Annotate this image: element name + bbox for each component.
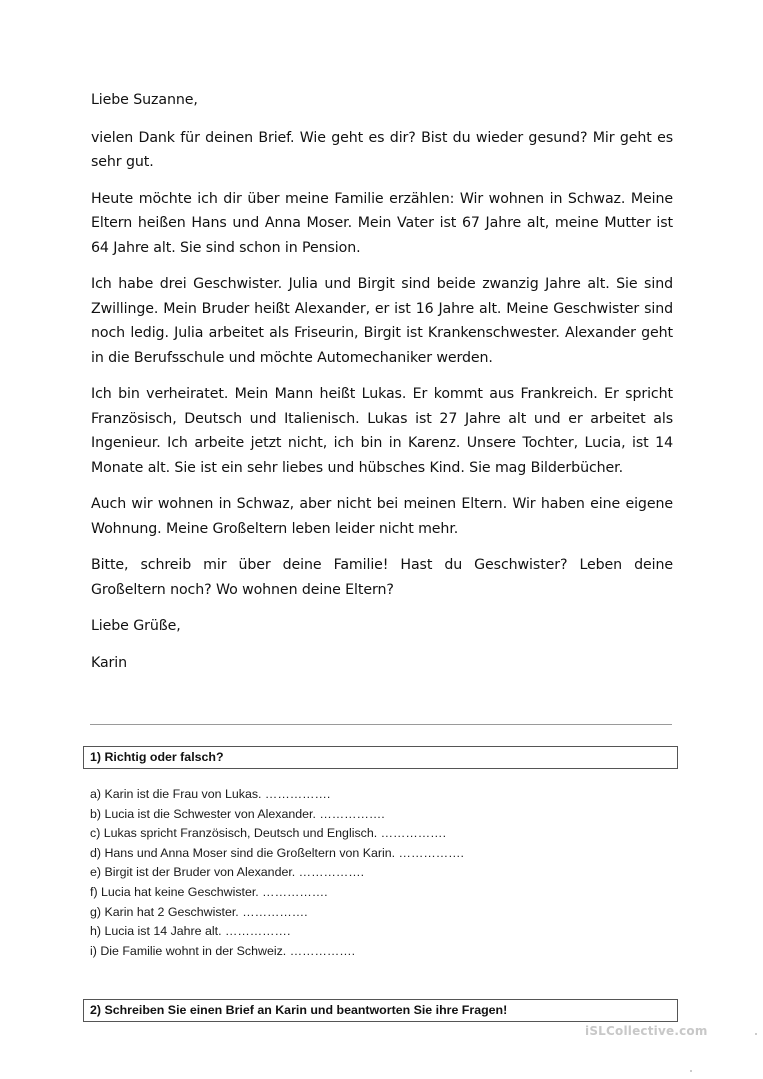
- letter-closing: Liebe Grüße,: [91, 618, 181, 634]
- scan-speck: [755, 1033, 757, 1035]
- question-item: f) Lucia hat keine Geschwister. …………….: [90, 884, 328, 899]
- true-false-list: [90, 785, 464, 961]
- letter-signature: Karin: [91, 654, 128, 671]
- task1-heading-box: [83, 746, 678, 769]
- letter-paragraph: Heute möchte ich dir über meine Familie erzählen: Wir wohnen in Schwaz. Meine Eltern heißen Hans und Anna Moser. Mein Vater ist 67 Jahre alt, meine Mutter ist 64 Jahre alt. Sie sind schon in Pension.: [91, 190, 673, 256]
- question-item: i) Die Familie wohnt in der Schweiz. …………….: [90, 943, 356, 958]
- question-item: d) Hans und Anna Moser sind die Großeltern von Karin. …………….: [90, 845, 464, 860]
- task1-title: 1) Richtig oder falsch?: [90, 750, 224, 764]
- question-item: b) Lucia ist die Schwester von Alexander. …………….: [90, 806, 385, 821]
- question-item: e) Birgit ist der Bruder von Alexander. …………….: [90, 865, 365, 880]
- task2-title: 2) Schreiben Sie einen Brief an Karin und beantworten Sie ihre Fragen!: [90, 1003, 508, 1017]
- letter-paragraph: vielen Dank für deinen Brief. Wie geht es dir? Bist du wieder gesund? Mir geht es sehr gut.: [91, 129, 673, 170]
- question-item: c) Lukas spricht Französisch, Deutsch und Englisch. …………….: [90, 826, 447, 841]
- scan-speck: [690, 1070, 692, 1072]
- question-item: g) Karin hat 2 Geschwister. …………….: [90, 904, 308, 919]
- question-item: a) Karin ist die Frau von Lukas. …………….: [90, 787, 331, 801]
- section-divider: [90, 724, 672, 725]
- letter-greeting: Liebe Suzanne,: [91, 92, 198, 108]
- letter: [91, 88, 673, 687]
- watermark: iSLCollective.com: [585, 1024, 708, 1038]
- task2-heading-box: [83, 999, 678, 1022]
- letter-paragraph: Bitte, schreib mir über deine Familie! Hast du Geschwister? Leben deine Großeltern noch? Wo wohnen deine Eltern?: [91, 557, 673, 598]
- letter-paragraph: Ich bin verheiratet. Mein Mann heißt Lukas. Er kommt aus Frankreich. Er spricht Französisch, Deutsch und Italienisch. Lukas ist 27 Jahre alt und er arbeitet als Ingenieur. Ich arbeite jetzt nicht, ich bin in Karenz. Unsere Tochter, Lucia, ist 14 Monate alt. Sie ist ein sehr liebes und hübsches Kind. Sie mag Bilderbücher.: [91, 386, 673, 476]
- question-item: h) Lucia ist 14 Jahre alt. …………….: [90, 924, 291, 939]
- letter-paragraph: Ich habe drei Geschwister. Julia und Birgit sind beide zwanzig Jahre alt. Sie sind Zwillinge. Mein Bruder heißt Alexander, er ist 16 Jahre alt. Meine Geschwister sind noch ledig. Julia arbeitet als Friseurin, Birgit ist Krankenschwester. Alexander geht in die Berufsschule und möchte Automechaniker werden.: [91, 276, 673, 366]
- letter-paragraph: Auch wir wohnen in Schwaz, aber nicht bei meinen Eltern. Wir haben eine eigene Wohnung. Meine Großeltern leben leider nicht mehr.: [91, 496, 673, 537]
